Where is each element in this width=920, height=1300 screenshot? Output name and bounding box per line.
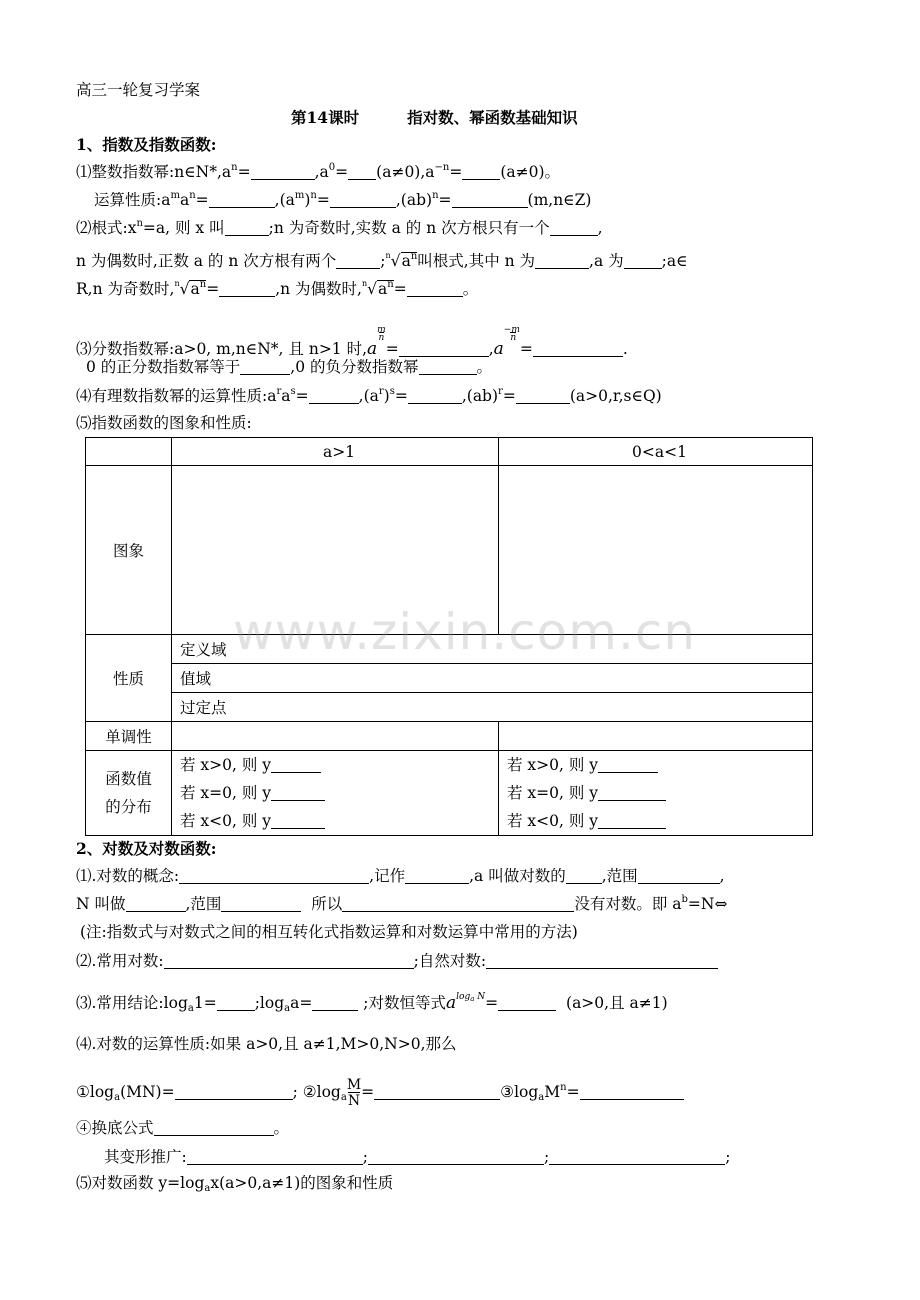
row-label-value-distribution: 函数值 的分布 [86,751,172,836]
blank[interactable] [549,1148,725,1165]
section2-title: 2、对数及对数函数: [76,839,217,858]
section1-title: 1、指数及指数函数: [76,135,217,154]
blank[interactable] [217,994,255,1011]
blank[interactable] [175,1083,293,1100]
blank[interactable] [221,895,301,912]
blank[interactable] [486,952,718,969]
blank[interactable] [566,867,602,884]
blank[interactable] [309,387,359,404]
integer-exponent-line: ⑴整数指数幂$:n\in N*,a^n= ,a^0= (a\ne 0),a^{-n}= (a\ne 0)$。 [76,162,561,181]
radical-line-3: R,n 为奇数时$,^n√a^n= ,n$ 为偶数时$,^n√a^n=$ 。 [76,279,479,298]
blank[interactable] [251,163,315,180]
blank[interactable] [498,994,556,1011]
log-operation-formulas: $①\log_a(MN)=$ ; $②\log_a\frac{M}{N}=$ $③\log_aM^n=$ [76,1077,684,1109]
fixed-point-cell[interactable]: 过定点 [172,693,813,722]
blank[interactable] [638,867,720,884]
log-function-heading: ⑸对数函数 $y=\log_ax(a>0,a\ne 1)$的图象和性质 [76,1174,394,1194]
blank[interactable] [209,191,275,208]
graph-cell-a-gt-1[interactable] [172,466,499,635]
variant-line: 其变形推广: ; ; ; [104,1148,731,1166]
log-concept-line: ⑴.对数的概念: ,记作 ,a 叫做对数的 ,范围 , [76,867,725,885]
blank[interactable] [516,387,570,404]
blank[interactable] [550,219,598,236]
blank[interactable] [462,163,500,180]
monotonic-cell-a-lt-1[interactable] [499,722,813,751]
blank[interactable] [179,867,369,884]
blank[interactable] [368,1148,544,1165]
table-header-a-gt-1: a>1 [172,438,499,466]
blank[interactable] [330,191,396,208]
blank[interactable] [535,252,589,269]
common-log-line: ⑵.常用对数: ;自然对数: [76,950,718,972]
distribution-cell-a-lt-1[interactable]: 若 x>0, 则 y 若 x=0, 则 y 若 x<0, 则 y [499,751,813,836]
rational-exponent-line: ⑷有理数指数幂的运算性质$:a^ra^s= ,(a^r)^s= ,(ab)^r=$ (a>0,r,s∈Q) [76,386,662,405]
operation-properties-line: 运算性质$:a^ma^n= ,(a^m)^n= ,(ab)^n=$ (m,n∈Z) [94,190,592,209]
table-corner [86,438,172,466]
lesson-number: 第14课时 [291,108,360,127]
blank[interactable] [348,163,376,180]
domain-cell[interactable]: 定义域 [172,635,813,664]
log-operation-intro: ⑷.对数的运算性质:如果 a>0,且 a≠1,M>0,N>0,那么 [76,1035,457,1053]
blank[interactable] [533,340,623,357]
course-title: 高三一轮复习学案 [76,81,201,99]
blank[interactable] [219,280,275,297]
blank[interactable] [419,358,477,375]
blank[interactable] [580,1083,684,1100]
blank[interactable] [399,340,489,357]
lesson-heading [291,107,578,129]
blank[interactable] [187,1148,363,1165]
exp-function-heading: ⑸指数函数的图象和性质: [76,414,252,432]
blank[interactable] [164,952,414,969]
blank[interactable] [154,1119,274,1136]
watermark: www.zixin.com.cn [233,603,697,661]
radical-line-2: n 为偶数时,正数 a 的 n 次方根有两个 $;^n√a^n$叫根式,其中 n 为 ,a 为 ;a∈ [76,251,688,270]
blank[interactable] [408,387,462,404]
row-label-graph: 图象 [86,466,172,635]
change-of-base-line: ④换底公式 。 [76,1119,290,1137]
blank[interactable] [452,191,528,208]
blank[interactable] [312,994,358,1011]
blank[interactable] [407,280,463,297]
zero-power-line: 0 的正分数指数幂等于 ,0 的负分数指数幂 。 [86,358,493,376]
table-header-a-lt-1: 0<a<1 [499,438,813,466]
blank[interactable] [126,895,186,912]
blank[interactable] [225,219,269,236]
common-conclusions-line: ⑶.常用结论$:\log_a1=$ $;\log_aa=$ ;对数恒等式$a^{log_a N}= (a>0$,且 a≠1) [76,992,668,1014]
log-concept-line-2: N 叫做 ,范围 所以 没有对数。即 $a^b=N\Leftrightarrow$ [76,894,728,913]
distribution-cell-a-gt-1[interactable]: 若 x>0, 则 y 若 x=0, 则 y 若 x<0, 则 y [172,751,499,836]
row-label-monotonic: 单调性 [86,722,172,751]
row-label-properties: 性质 [86,635,172,722]
blank[interactable] [342,895,574,912]
conversion-note: (注:指数式与对数式之间的相互转化式指数运算和对数运算中常用的方法) [80,923,578,941]
radical-line-1: ⑵根式$:x^n=a$, 则 x 叫 ;n 为奇数时,实数 a 的 n 次方根只有一个 , [76,218,603,237]
blank[interactable] [405,867,469,884]
range-cell[interactable]: 值域 [172,664,813,693]
blank[interactable] [336,252,380,269]
blank[interactable] [240,358,290,375]
exp-function-table [85,437,813,836]
exponent-neg-m-over-n: −m n [503,325,520,343]
exponent-m-over-n: m n [377,325,386,343]
blank[interactable] [374,1083,500,1100]
fraction-M-over-N: $\frac{M}{N}$ [346,1077,362,1109]
blank[interactable] [624,252,662,269]
monotonic-cell-a-gt-1[interactable] [172,722,499,751]
graph-cell-a-lt-1[interactable] [499,466,813,635]
lesson-title: 指对数、幂函数基础知识 [407,108,578,127]
fractional-exponent-line: ⑶分数指数幂:a>0, m,n∈N*, 且 n>1 时,am n= ,a−m n= . [76,325,628,359]
